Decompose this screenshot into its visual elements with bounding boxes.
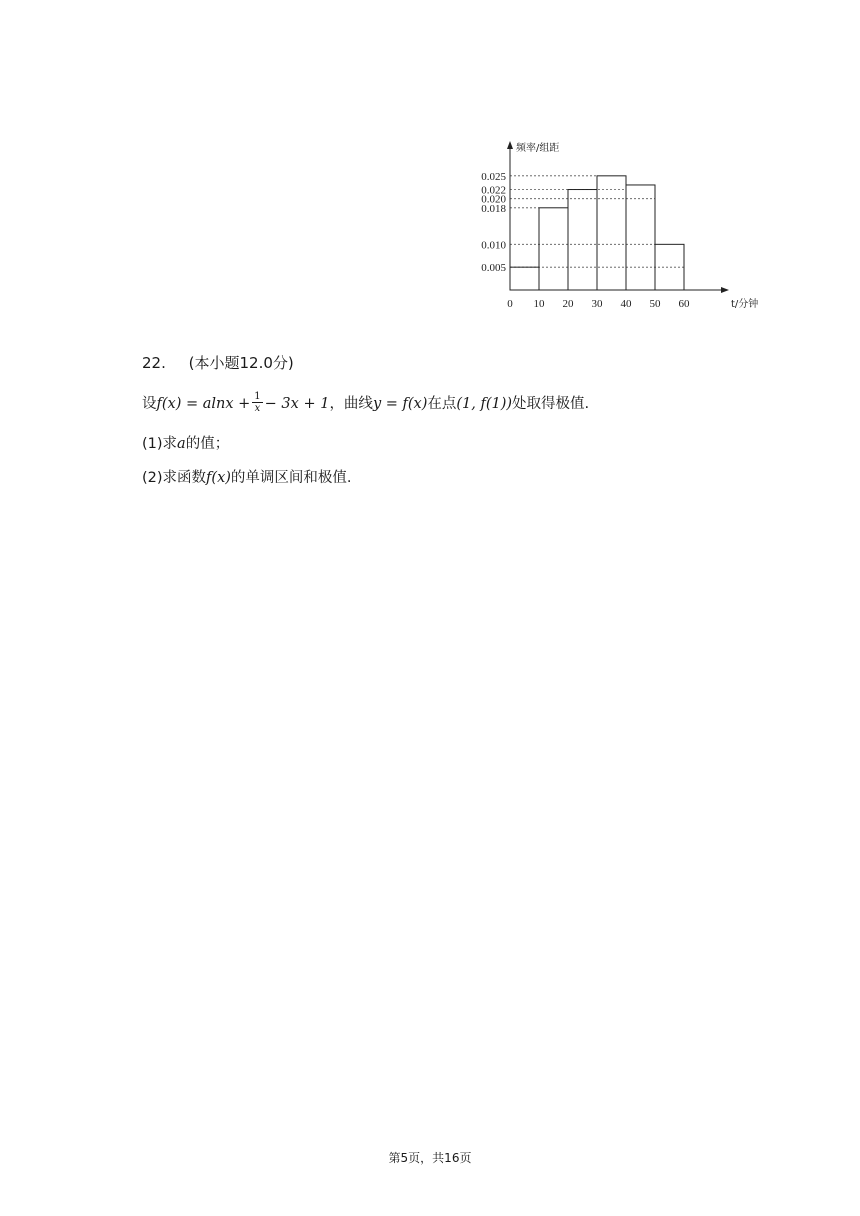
histogram-chart bbox=[470, 135, 760, 320]
stem-suffix: 处取得极值. bbox=[512, 396, 590, 412]
histogram-bar-4 bbox=[626, 185, 655, 290]
histogram-figure bbox=[470, 135, 760, 320]
x-tick-label-1: 10 bbox=[533, 298, 545, 310]
part1-var: a bbox=[177, 436, 186, 452]
stem-comma: ，曲线 bbox=[329, 396, 373, 412]
question-part-2 bbox=[142, 466, 352, 487]
part1-suffix: 的值； bbox=[185, 436, 230, 452]
part2-label: (2)求函数 bbox=[142, 470, 207, 486]
histogram-bar-1 bbox=[539, 208, 568, 290]
question-part-1 bbox=[142, 432, 229, 453]
x-tick-label-6: 60 bbox=[678, 298, 690, 310]
part2-suffix: 的单调区间和极值. bbox=[230, 470, 352, 486]
x-axis-label: t/分钟 bbox=[731, 299, 759, 310]
x-tick-label-2: 20 bbox=[562, 298, 574, 310]
question-header bbox=[142, 352, 294, 373]
y-tick-label-0: 0.025 bbox=[481, 170, 506, 183]
y-tick-label-2: 0.020 bbox=[481, 193, 506, 206]
fraction-denominator: x bbox=[254, 402, 261, 414]
part1-label: (1)求 bbox=[142, 436, 178, 452]
stem-at-point: 在点 bbox=[427, 396, 457, 412]
y-axis-arrow bbox=[507, 141, 513, 149]
histogram-bar-2 bbox=[568, 190, 597, 290]
stem-tail: − 3x + 1 bbox=[264, 396, 330, 412]
part2-function: f(x) bbox=[206, 470, 231, 486]
page-footer: 第5页，共16页 bbox=[388, 1151, 472, 1165]
fraction-numerator: 1 bbox=[254, 390, 261, 402]
y-tick-label-3: 0.018 bbox=[481, 202, 506, 215]
y-tick-label-4: 0.010 bbox=[481, 239, 506, 252]
stem-prefix: 设 bbox=[142, 396, 157, 412]
stem-point: (1, f(1)) bbox=[456, 396, 513, 412]
y-tick-label-1: 0.022 bbox=[481, 184, 506, 197]
x-tick-label-4: 40 bbox=[620, 298, 632, 310]
histogram-bar-3 bbox=[597, 176, 626, 290]
question-stem bbox=[142, 392, 589, 416]
y-tick-label-5: 0.005 bbox=[481, 262, 506, 275]
x-axis-arrow bbox=[721, 287, 729, 293]
x-tick-label-3: 30 bbox=[591, 298, 603, 310]
question-number: 22. bbox=[142, 354, 166, 372]
x-tick-label-0: 0 bbox=[507, 298, 513, 310]
histogram-bar-0 bbox=[510, 267, 539, 290]
stem-curve: y = f(x) bbox=[372, 396, 428, 412]
stem-function: f(x) = alnx + bbox=[156, 396, 251, 412]
x-tick-label-5: 50 bbox=[649, 298, 661, 310]
stem-fraction bbox=[252, 391, 262, 414]
question-score: (本小题12.0分) bbox=[188, 354, 294, 372]
y-axis-label: 频率/组距 bbox=[516, 143, 560, 154]
